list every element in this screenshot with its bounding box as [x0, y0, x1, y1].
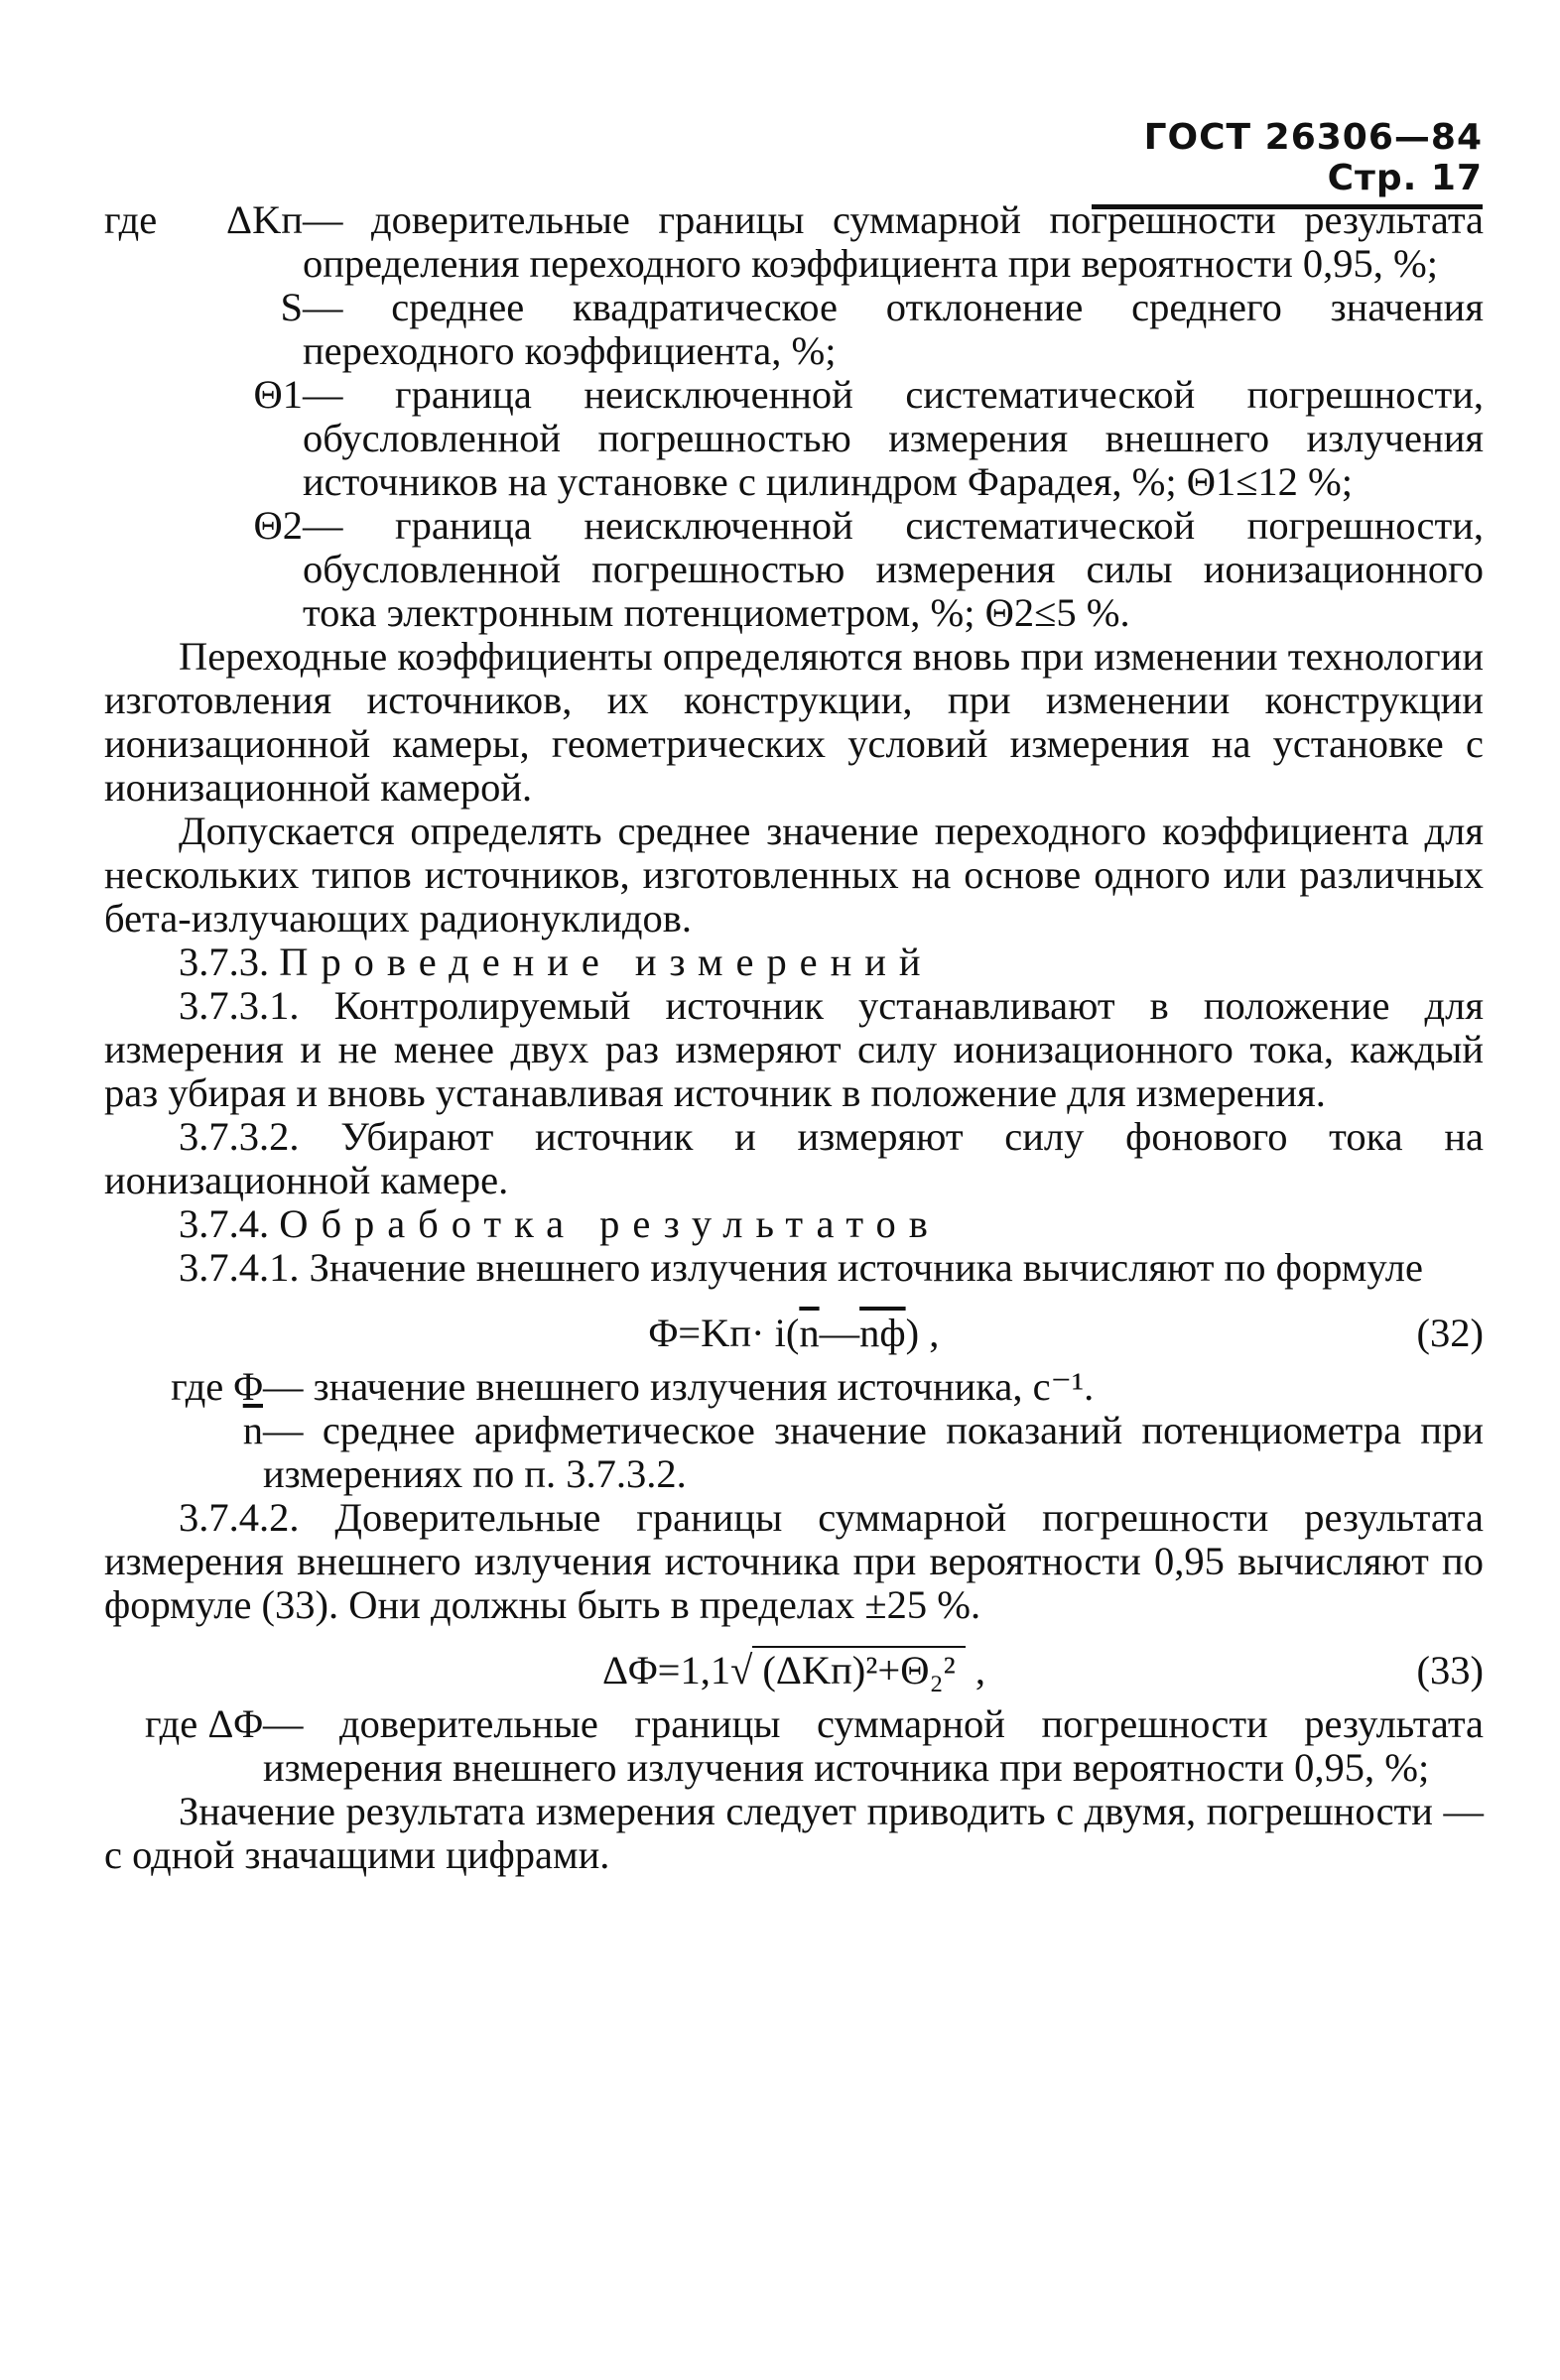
formula-mean-nf: nф	[859, 1311, 906, 1355]
where-word: где	[104, 197, 158, 242]
sqrt-icon: √	[730, 1648, 753, 1692]
definition-text: — граница неисключенной систематической погрешности, обусловленной погрешностью измерения силы ионизационного тока электронным потенциометром, %; Θ2≤5 %.	[303, 503, 1484, 635]
formula-number: (32)	[1416, 1311, 1484, 1355]
page-header: ГОСТ 26306—84 Стр. 17	[1092, 117, 1483, 209]
definition-text: — среднее квадратическое отклонение среднего значения переходного коэффициента, %;	[303, 285, 1484, 373]
page-content	[104, 198, 1484, 1877]
formula-part: ΔΦ=1,1	[601, 1648, 731, 1692]
section-heading	[104, 940, 1484, 984]
where-word	[104, 373, 154, 504]
definition-item	[104, 286, 1484, 373]
formula-32	[104, 1312, 1484, 1355]
definition-symbol: $\overline{n}$	[242, 1408, 263, 1452]
paragraph: 3.7.4.1. Значение внешнего излучения источника вычисляют по формуле	[179, 1245, 1423, 1290]
section-number: 3.7.3.	[179, 939, 270, 984]
where-word	[104, 286, 154, 373]
definition-item	[104, 1365, 1484, 1409]
section-heading	[104, 1202, 1484, 1246]
paragraph: 3.7.3.1. Контролируемый источник устанавливают в положение для измерения и не менее двух раз измеряют силу ионизационного тока, каждый раз убирая и вновь устанавливая источник в положение для измерения.	[104, 983, 1484, 1115]
formula-part: —	[819, 1311, 860, 1355]
definitions-list-1	[104, 198, 1484, 635]
formula-part: ,	[965, 1648, 986, 1692]
formula-part: Φ=Kп· i(	[648, 1311, 800, 1355]
formula-mean-n: $\overline{n}$	[799, 1311, 820, 1355]
definition-symbol: S	[280, 285, 303, 329]
formula-33	[104, 1649, 1484, 1692]
definition-text: — значение внешнего излучения источника, с⁻¹.	[263, 1364, 1095, 1409]
definition-text: — доверительные границы суммарной погрешности результата определения переходного коэффициента при вероятности 0,95, %;	[303, 197, 1484, 286]
definition-item	[104, 198, 1484, 286]
definition-text: — граница неисключенной систематической погрешности, обусловленной погрешностью измерения внешнего излучения источников на установке с цилиндром Фарадея, %; Θ1≤12 %;	[303, 372, 1484, 504]
formula-part: ) ,	[905, 1311, 940, 1355]
definition-item	[104, 1409, 1484, 1496]
definition-symbol: где ΔΦ	[145, 1701, 263, 1746]
paragraph: Переходные коэффициенты определяются вновь при изменении технологии изготовления источников, их конструкции, при изменении конструкции ионизационной камеры, геометрических условий измерения на установке с ионизационной камерой.	[104, 634, 1484, 810]
definition-item	[104, 1702, 1484, 1790]
definition-symbol: Θ1	[253, 372, 303, 417]
paragraph: 3.7.4.2. Доверительные границы суммарной погрешности результата измерения внешнего излучения источника при вероятности 0,95 вычисляют по формуле (33). Они должны быть в пределах ±25 %.	[104, 1495, 1484, 1627]
definitions-list-2	[104, 1365, 1484, 1496]
paragraph: Допускается определять среднее значение переходного коэффициента для нескольких типов источников, изготовленных на основе одного или различных бета-излучающих радионуклидов.	[104, 809, 1484, 940]
definition-text: — среднее арифметическое значение показаний потенциометра при измерениях по п. 3.7.3.2.	[263, 1408, 1484, 1496]
definition-text: — доверительные границы суммарной погрешности результата измерения внешнего излучения источника при вероятности 0,95, %;	[263, 1701, 1484, 1790]
definition-item	[104, 373, 1484, 504]
section-number: 3.7.4.	[179, 1201, 270, 1246]
formula-radicand: (ΔKп)²+Θ₂²	[752, 1646, 965, 1692]
paragraph: Значение результата измерения следует приводить с двумя, погрешности — с одной значащими цифрами.	[104, 1789, 1484, 1877]
section-title: Проведение измерений	[279, 939, 934, 984]
formula-number: (33)	[1416, 1648, 1484, 1692]
formula-expression	[104, 1312, 1365, 1355]
section-title: Обработка результатов	[279, 1201, 941, 1246]
definition-symbol: ΔKп	[226, 197, 303, 242]
definition-item	[104, 504, 1484, 635]
formula-expression	[104, 1649, 1365, 1692]
where-word	[104, 504, 154, 635]
definition-symbol: Θ2	[253, 503, 303, 548]
definitions-list-3	[104, 1702, 1484, 1790]
definition-symbol: где Φ	[171, 1364, 263, 1409]
paragraph: 3.7.3.2. Убирают источник и измеряют силу фонового тока на ионизационной камере.	[104, 1114, 1484, 1202]
